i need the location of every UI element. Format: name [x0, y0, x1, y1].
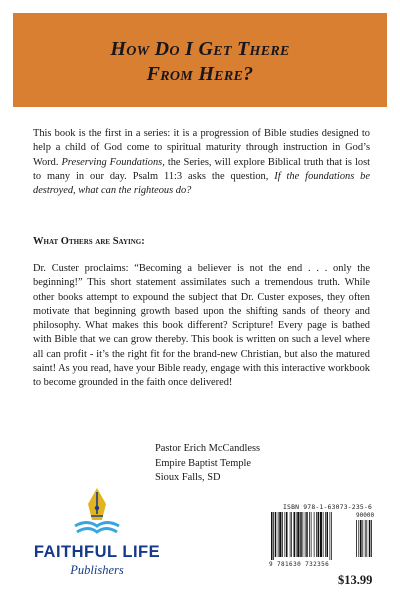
barcode-addon-bar [360, 520, 362, 557]
barcode-bar [285, 512, 286, 557]
barcode-bar [297, 512, 299, 557]
barcode-bar [286, 512, 288, 557]
barcode-bar [291, 512, 292, 557]
barcode-addon-bar [362, 520, 363, 557]
title-band [13, 13, 387, 107]
barcode-bar [323, 512, 324, 557]
intro-paragraph [33, 127, 370, 198]
barcode-addon-bar [371, 520, 372, 557]
barcode-addon-bar [369, 520, 371, 557]
barcode-bar [290, 512, 291, 557]
intro-text-2: the Series, will explore Biblical truth that is lost to many in our day. Psalm 11:3 asks the question, [33, 156, 371, 182]
barcode-bar [279, 512, 281, 557]
isbn-barcode [269, 503, 379, 571]
publisher-logo [33, 486, 161, 586]
barcode-bar [271, 512, 273, 560]
reviews-heading: What Others are Saying: [33, 236, 145, 247]
barcode-bar [327, 512, 329, 557]
barcode-bar [309, 512, 310, 557]
barcode-bar [273, 512, 274, 560]
psalm-quote: If the foundations be destroyed, what can the righteous do? [33, 170, 370, 197]
barcode-bar [318, 512, 320, 557]
title-line-1: How Do I Get There [110, 38, 290, 60]
barcode-bars [269, 512, 379, 562]
barcode-bar [325, 512, 326, 557]
publisher-tagline: Publishers [70, 563, 124, 577]
barcode-bar [278, 512, 279, 557]
book-title [13, 37, 387, 87]
barcode-bar [303, 512, 304, 557]
title-line-2: From Here? [146, 63, 254, 85]
barcode-bar [300, 512, 302, 557]
barcode-digits: 9 781630 732356 [269, 561, 330, 568]
barcode-addon-bar [365, 520, 366, 557]
barcode-bar [296, 512, 297, 557]
barcode-bar [314, 512, 315, 557]
reviewer-location: Sioux Falls, SD [155, 472, 221, 483]
barcode-bar [331, 512, 332, 560]
barcode-bar [330, 512, 331, 560]
isbn-label: ISBN 978-1-63073-235-6 [283, 503, 373, 511]
price: $13.99 [338, 573, 373, 587]
barcode-bar [282, 512, 283, 557]
barcode-addon-bar [356, 520, 357, 557]
barcode-bar [316, 512, 317, 557]
review-paragraph: Dr. Custer proclaims: “Becoming a believer is not the end . . . only the beginning!” This short statement assimilates such a tremendous truth. While other books attempt to expound the subject that Dr. Custer exposes, they often motivate that beginning growth based upon the shifting sands of theory and philosophy. What makes this book different? Scripture! Every page is bathed with Bible that we can grow thereby. This book is written on such a level where all can profit - it’s the right fit for the brand-new Christian, but also the matured saint! As you read, have your Bible ready, engage with this interactive workbook to become grounded in the faith once delivered! [33, 263, 370, 389]
intro-text-1: This book is the first in a series: it is a progression of Bible studies designed to help a child of God come to spiritual maturity through instruction in God’s Word. [33, 128, 370, 168]
reviewer-signature [155, 442, 260, 486]
barcode-bar [275, 512, 277, 557]
barcode-addon-bar [358, 520, 359, 557]
reviewer-name: Pastor Erich McCandless [155, 443, 261, 454]
barcode-bar [311, 512, 312, 557]
reviewer-church: Empire Baptist Temple [155, 457, 252, 469]
barcode-addon-bar [366, 520, 367, 557]
barcode-addon-number: 90000 [356, 512, 375, 519]
publisher-name: FAITHFUL LIFE [33, 543, 161, 561]
open-book-pen-icon [71, 486, 123, 542]
barcode-bar [320, 512, 322, 557]
barcode-bar [306, 512, 308, 557]
barcode-bar [294, 512, 296, 557]
barcode-bar [305, 512, 306, 557]
series-name: Preserving Foundations, [61, 156, 165, 168]
